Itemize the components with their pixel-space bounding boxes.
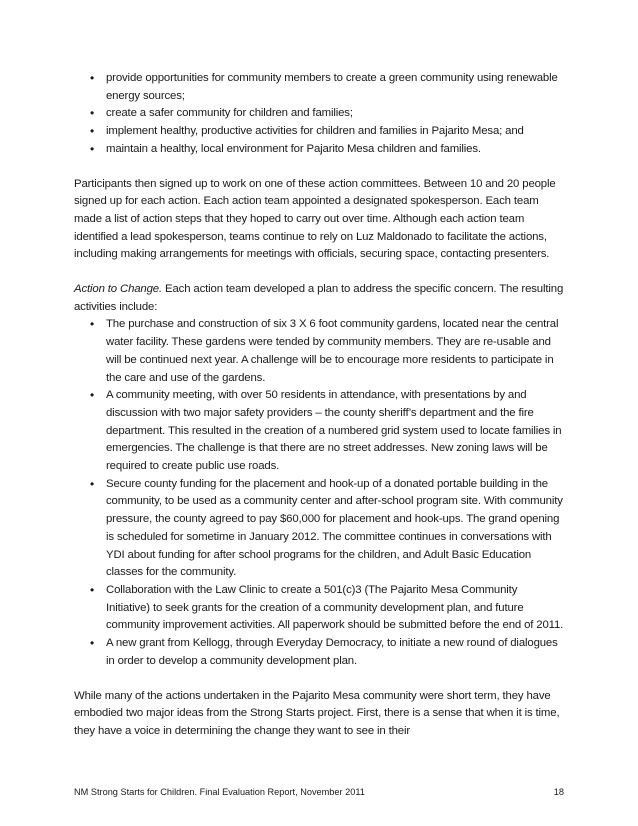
page-content (74, 70, 564, 741)
list-item: • The purchase and construction of six 3 X 6 foot community gardens, located near the central water facility. These gardens were tended by community members. They are re-usable and will be continued next year. A challenge will be to encourage more residents to participate in the care and use of the gardens. (90, 316, 564, 387)
list-item: • create a safer community for children and families; (90, 105, 564, 123)
list-item: • A community meeting, with over 50 residents in attendance, with presentations by and discussion with two major safety providers – the county sheriff’s department and the fire department. This resulted in the creation of a numbered grid system used to locate families in emergencies. The challenge is that there are no street addresses. New zoning laws will be required to create public use roads. (90, 387, 564, 476)
goals-list (90, 70, 564, 159)
paragraph-conclusion: While many of the actions undertaken in the Pajarito Mesa community were short term, they have embodied two major ideas from the Strong Starts project. First, there is a sense that when it is time, they have a voice in determining the change they want to see in their (74, 689, 560, 737)
page-number: 18 (553, 787, 564, 797)
spacer (74, 671, 564, 688)
spacer (74, 264, 564, 281)
action-list (90, 316, 564, 670)
action-intro: Each action team developed a plan to address the specific concern. The resulting activities include: (74, 283, 564, 313)
spacer (74, 159, 564, 176)
page-footer (74, 786, 564, 798)
paragraph-participants: Participants then signed up to work on one of these action committees. Between 10 and 20 people signed up for each action. Each action team appointed a designated spokesperson. Each team made a list of action steps that they hoped to carry out over time. Although each action team identified a lead spokesperson, teams continue to rely on Luz Maldonado to facilitate the actions, including making arrangements for meetings with officials, securing space, contacting presenters. (74, 177, 556, 261)
list-item: • Secure county funding for the placement and hook-up of a donated portable building in the community, to be used as a community center and after-school program site. With community pressure, the county agreed to pay $60,000 for placement and hook-ups. The grand opening is scheduled for sometime in January 2012. The committee continues in conversations with YDI about funding for after school programs for the children, and Adult Basic Education classes for the community. (90, 476, 564, 582)
list-item: • Collaboration with the Law Clinic to create a 501(c)3 (The Pajarito Mesa Community Initiative) to seek grants for the creation of a community development plan, and future community improvement activities. All paperwork should be submitted before the end of 2011. (90, 582, 564, 635)
list-item: • implement healthy, productive activities for children and families in Pajarito Mesa; and (90, 123, 564, 141)
action-heading: Action to Change. (74, 283, 163, 296)
list-item: • maintain a healthy, local environment for Pajarito Mesa children and families. (90, 141, 564, 159)
list-item: • A new grant from Kellogg, through Everyday Democracy, to initiate a new round of dialogues in order to develop a community development plan. (90, 635, 564, 670)
list-item: • provide opportunities for community members to create a green community using renewable energy sources; (90, 70, 564, 105)
footer-title: NM Strong Starts for Children. Final Evaluation Report, November 2011 (74, 787, 365, 797)
paragraph-action (74, 281, 564, 316)
